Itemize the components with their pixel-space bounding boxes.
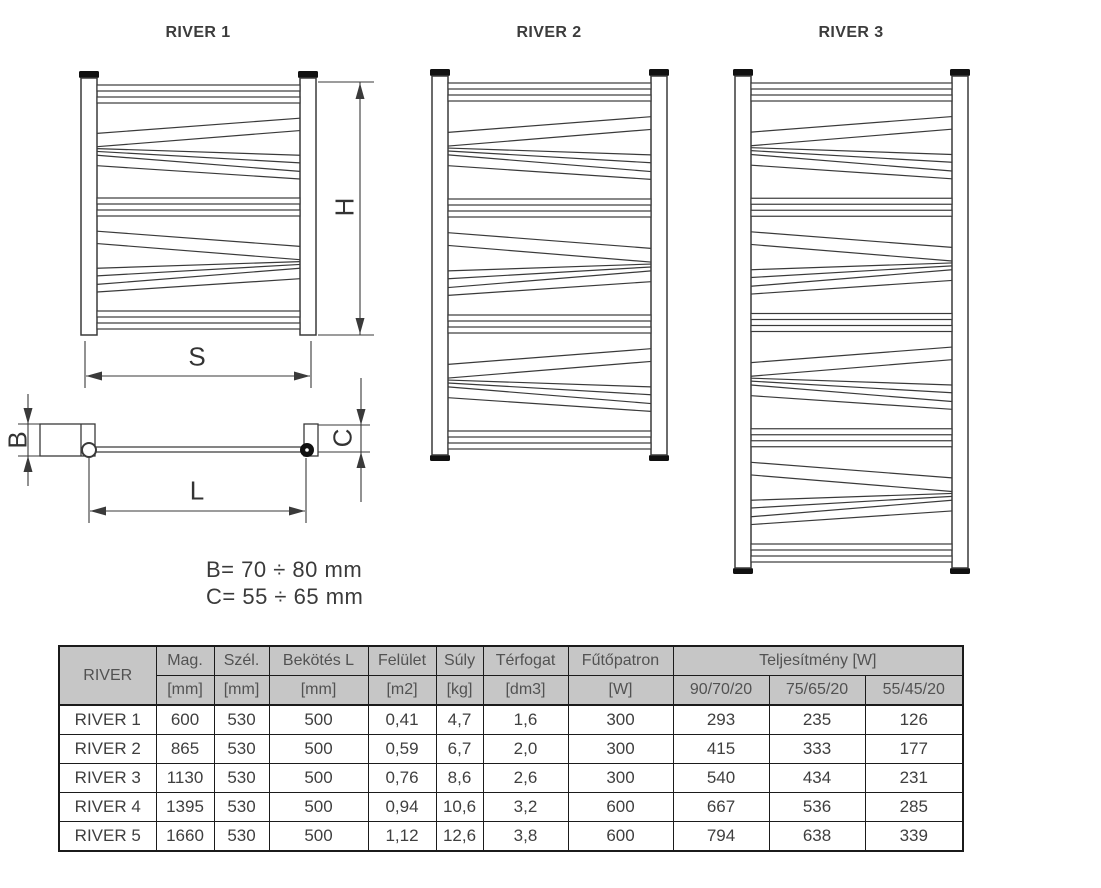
row-label: RIVER 3 — [59, 764, 156, 793]
table-cell: 1,12 — [368, 822, 436, 852]
table-cell: 4,7 — [436, 705, 483, 735]
table-row — [59, 822, 963, 852]
table-cell: 0,59 — [368, 735, 436, 764]
row-label: RIVER 1 — [59, 705, 156, 735]
table-cell: 600 — [156, 705, 214, 735]
river-2-drawing — [430, 69, 669, 461]
col-header-futopatron: Fűtőpatron — [568, 646, 673, 676]
table-cell: 530 — [214, 705, 269, 735]
table-cell: 415 — [673, 735, 769, 764]
table-cell: 540 — [673, 764, 769, 793]
subcol-55-45-20: 55/45/20 — [865, 676, 963, 706]
dimension-label-h: H — [329, 197, 360, 217]
table-cell: 3,8 — [483, 822, 568, 852]
unit-terfogat: [dm3] — [483, 676, 568, 706]
note-c-range: C= 55 ÷ 65 mm — [206, 584, 364, 609]
row-label: RIVER 5 — [59, 822, 156, 852]
table-cell: 235 — [769, 705, 865, 735]
figure-title-river-2: RIVER 2 — [516, 24, 582, 41]
table-cell: 667 — [673, 793, 769, 822]
table-cell: 333 — [769, 735, 865, 764]
table-cell: 530 — [214, 735, 269, 764]
unit-bekotes: [mm] — [269, 676, 368, 706]
table-cell: 530 — [214, 764, 269, 793]
table-cell: 10,6 — [436, 793, 483, 822]
table-cell: 434 — [769, 764, 865, 793]
river-3-drawing — [733, 69, 970, 574]
note-b-range: B= 70 ÷ 80 mm — [206, 557, 363, 582]
table-cell: 8,6 — [436, 764, 483, 793]
table-cell: 530 — [214, 822, 269, 852]
table-cell: 285 — [865, 793, 963, 822]
table-cell: 300 — [568, 705, 673, 735]
row-label: RIVER 2 — [59, 735, 156, 764]
spec-table — [58, 645, 964, 852]
table-cell: 177 — [865, 735, 963, 764]
col-header-suly: Súly — [436, 646, 483, 676]
unit-mag: [mm] — [156, 676, 214, 706]
table-cell: 6,7 — [436, 735, 483, 764]
table-cell: 500 — [269, 793, 368, 822]
unit-szel: [mm] — [214, 676, 269, 706]
table-cell: 600 — [568, 822, 673, 852]
unit-suly: [kg] — [436, 676, 483, 706]
table-cell: 293 — [673, 705, 769, 735]
col-header-bekotes: Bekötés L — [269, 646, 368, 676]
table-cell: 3,2 — [483, 793, 568, 822]
table-cell: 231 — [865, 764, 963, 793]
table-cell: 0,94 — [368, 793, 436, 822]
river-1-drawing — [79, 71, 318, 335]
unit-futopatron: [W] — [568, 676, 673, 706]
table-cell: 0,41 — [368, 705, 436, 735]
table-row — [59, 793, 963, 822]
table-cell: 339 — [865, 822, 963, 852]
table-cell: 2,0 — [483, 735, 568, 764]
corner-header: RIVER — [59, 646, 156, 705]
dimension-notes — [206, 556, 363, 610]
table-cell: 1130 — [156, 764, 214, 793]
table-cell: 1,6 — [483, 705, 568, 735]
table-cell: 300 — [568, 735, 673, 764]
table-cell: 1660 — [156, 822, 214, 852]
table-cell: 865 — [156, 735, 214, 764]
col-header-teljesitmeny: Teljesítmény [W] — [673, 646, 963, 676]
col-header-szel: Szél. — [214, 646, 269, 676]
figure-title-river-1: RIVER 1 — [165, 24, 231, 41]
table-row — [59, 705, 963, 735]
col-header-felulet: Felület — [368, 646, 436, 676]
row-label: RIVER 4 — [59, 793, 156, 822]
table-cell: 0,76 — [368, 764, 436, 793]
table-cell: 500 — [269, 764, 368, 793]
dimension-label-l: L — [189, 475, 205, 506]
table-cell: 638 — [769, 822, 865, 852]
col-header-terfogat: Térfogat — [483, 646, 568, 676]
dimension-label-c: C — [327, 428, 358, 448]
subcol-90-70-20: 90/70/20 — [673, 676, 769, 706]
table-cell: 2,6 — [483, 764, 568, 793]
dimension-label-b: B — [2, 431, 33, 449]
table-cell: 500 — [269, 705, 368, 735]
table-row — [59, 735, 963, 764]
col-header-mag: Mag. — [156, 646, 214, 676]
dimension-label-s: S — [188, 341, 206, 372]
figure-title-river-3: RIVER 3 — [818, 24, 884, 41]
table-cell: 126 — [865, 705, 963, 735]
table-cell: 530 — [214, 793, 269, 822]
table-cell: 536 — [769, 793, 865, 822]
plan-view — [40, 424, 318, 457]
table-cell: 794 — [673, 822, 769, 852]
table-cell: 1395 — [156, 793, 214, 822]
table-cell: 500 — [269, 735, 368, 764]
unit-felulet: [m2] — [368, 676, 436, 706]
table-cell: 12,6 — [436, 822, 483, 852]
subcol-75-65-20: 75/65/20 — [769, 676, 865, 706]
table-cell: 500 — [269, 822, 368, 852]
table-cell: 600 — [568, 793, 673, 822]
table-cell: 300 — [568, 764, 673, 793]
table-row — [59, 764, 963, 793]
